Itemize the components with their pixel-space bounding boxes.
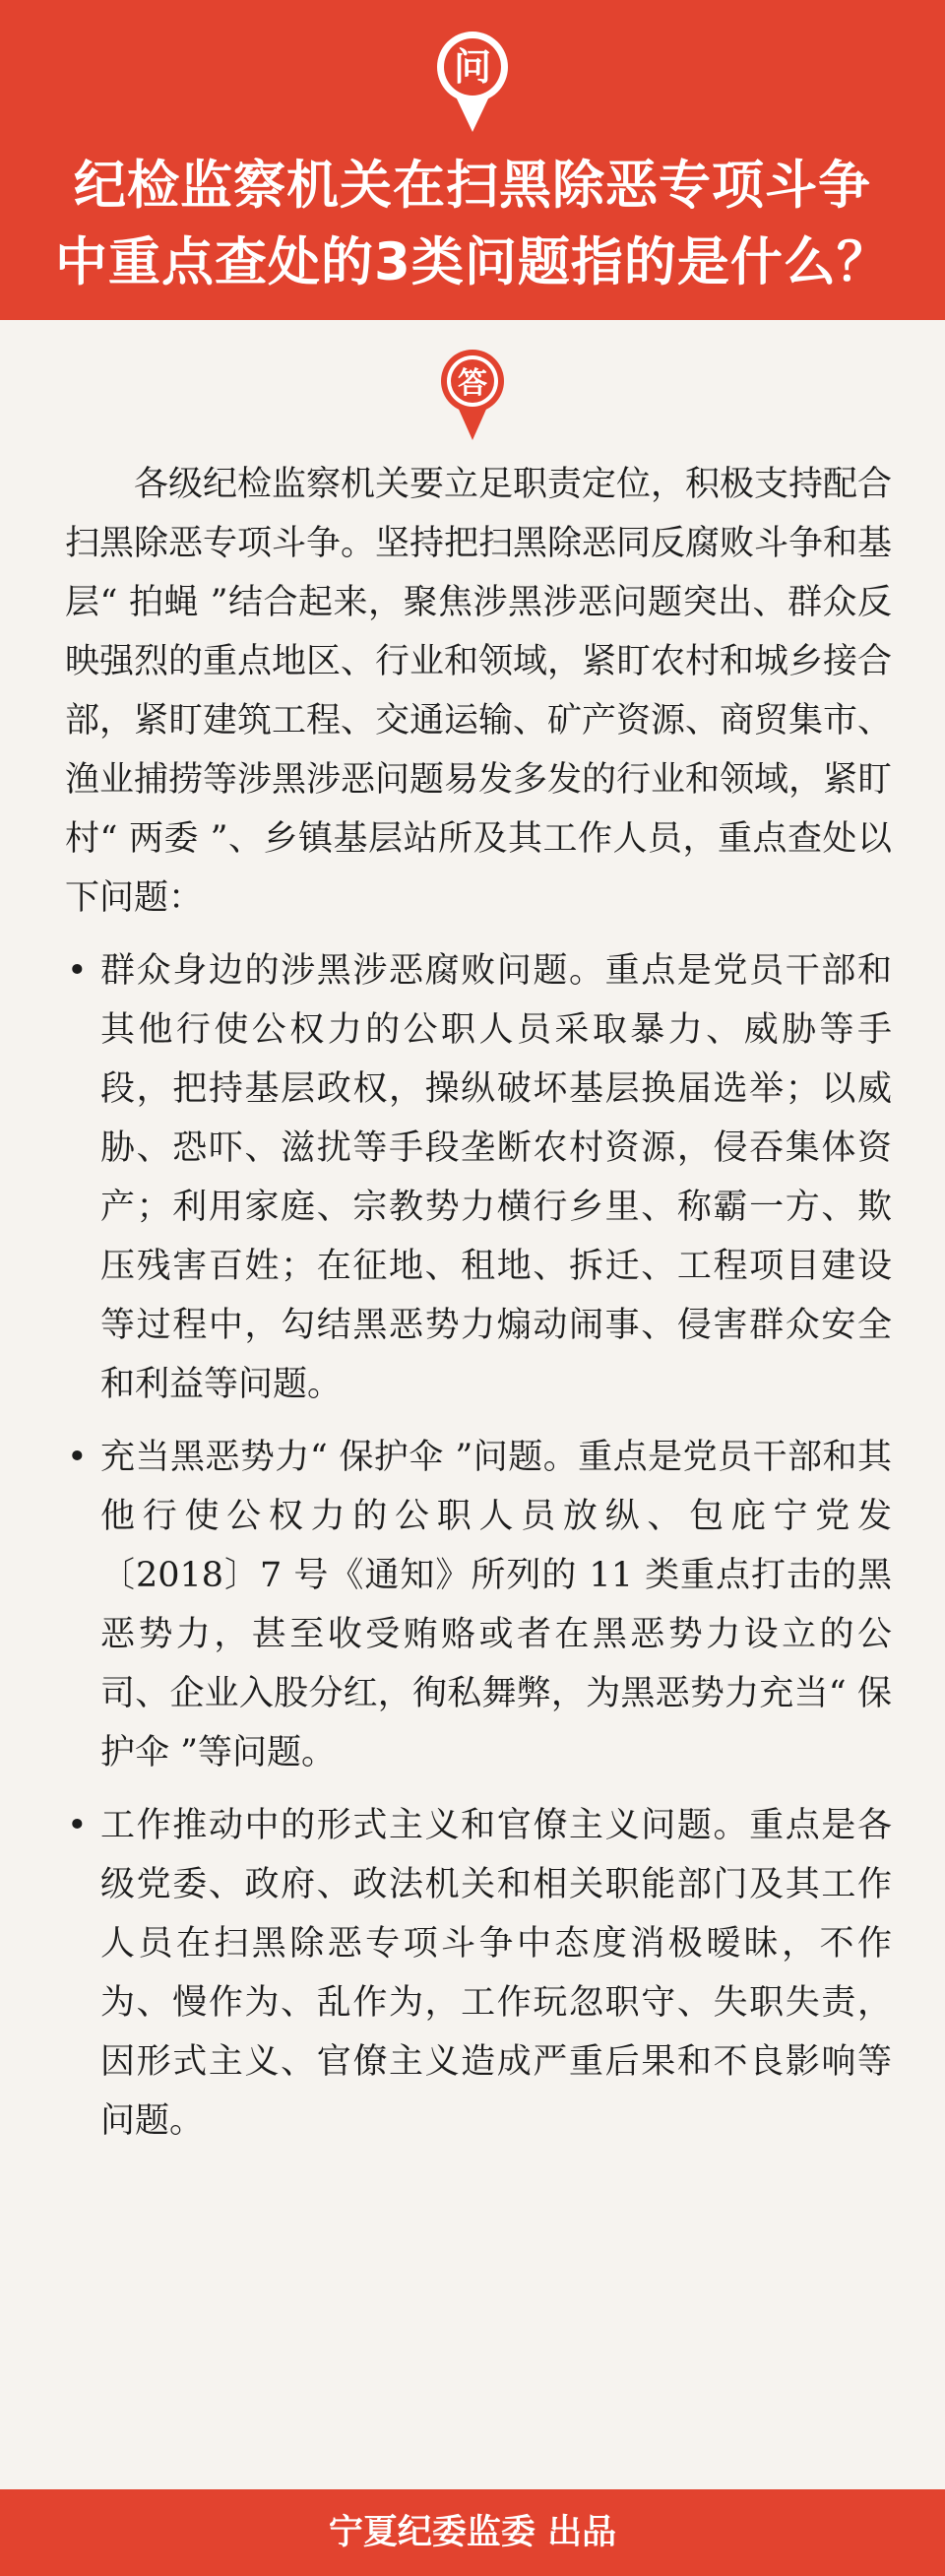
question-badge-char: 问 [453, 45, 492, 89]
answer-content [65, 455, 892, 2164]
list-item [65, 941, 892, 1414]
bullet-icon: • [67, 951, 88, 991]
answer-badge-char: 答 [458, 366, 487, 401]
page-title [0, 148, 945, 301]
list-item [65, 1796, 892, 2151]
bullet-icon: • [67, 1438, 88, 1477]
bullet-icon: • [67, 1806, 88, 1845]
answer-pin-icon [439, 348, 506, 444]
title-line-2: 中重点查处的3类问题指的是什么？ [55, 232, 890, 292]
list-item-text: 群众身边的涉黑涉恶腐败问题。重点是党员干部和其他行使公权力的公职人员采取暴力、威胁等手段，把持基层政权，操纵破坏基层换届选举；以威胁、恐吓、滋扰等手段垄断农村资源，侵吞集体资产；利用家庭、宗教势力横行乡里、称霸一方、欺压残害百姓；在征地、租地、拆迁、工程项目建设等过程中，勾结黑恶势力煽动闹事、侵害群众安全和利益等问题。 [100, 951, 892, 1404]
title-line-1: 纪检监察机关在扫黑除恶专项斗争 [74, 156, 871, 216]
list-item-text: 工作推动中的形式主义和官僚主义问题。重点是各级党委、政府、政法机关和相关职能部门及其工作人员在扫黑除恶专项斗争中态度消极暧昧，不作为、慢作为、乱作为，工作玩忽职守、失职失责，因形式主义、官僚主义造成严重后果和不良影响等问题。 [100, 1806, 892, 2141]
intro-paragraph: 各级纪检监察机关要立足职责定位，积极支持配合扫黑除恶专项斗争。坚持把扫黑除恶同反腐败斗争和基层“ 拍蝇 ”结合起来，聚焦涉黑涉恶问题突出、群众反映强烈的重点地区、行业和领域，紧盯农村和城乡接合部，紧盯建筑工程、交通运输、矿产资源、商贸集市、渔业捕捞等涉黑涉恶问题易发多发的行业和领域，紧盯村“ 两委 ”、乡镇基层站所及其工作人员，重点查处以下问题： [65, 465, 893, 918]
question-pin-icon [435, 30, 510, 138]
list-item [65, 1428, 892, 1782]
list-item-text: 充当黑恶势力“ 保护伞 ”问题。重点是党员干部和其他行使公权力的公职人员放纵、包庇宁党发〔2018〕7 号《通知》所列的 11 类重点打击的黑恶势力，甚至收受贿赂或者在黑恶势力设立的公司、企业入股分红，徇私舞弊，为黑恶势力充当“ 保护伞 ”等问题。 [100, 1438, 892, 1772]
footer-credit: 宁夏纪委监委 出品 [0, 2489, 945, 2576]
header-banner [0, 0, 945, 320]
